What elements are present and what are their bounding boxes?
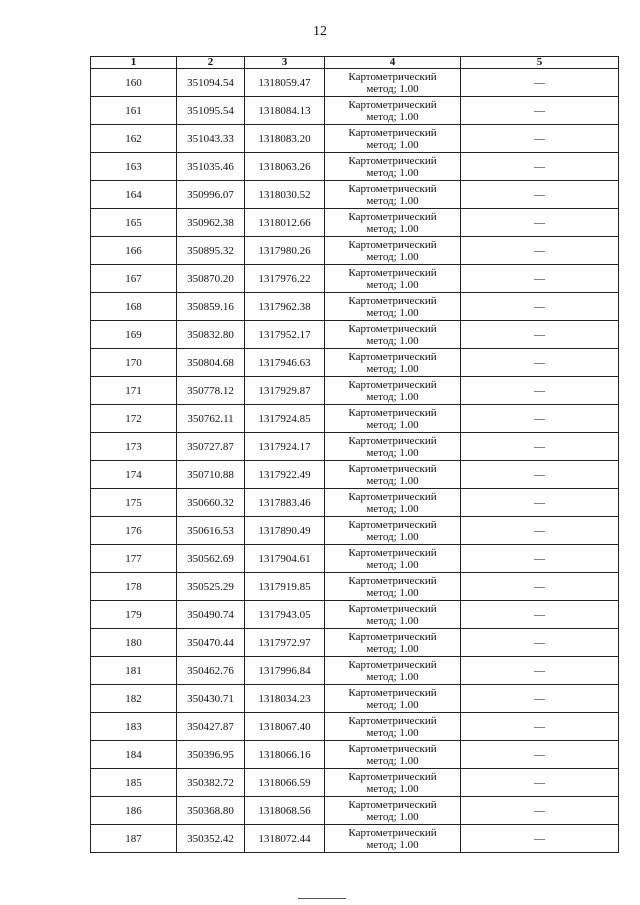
x-coordinate-cell: 350430.71 — [177, 685, 245, 713]
method-cell — [325, 69, 461, 97]
method-cell — [325, 349, 461, 377]
x-coordinate-cell: 350778.12 — [177, 377, 245, 405]
point-number-cell: 164 — [91, 181, 177, 209]
x-coordinate-cell: 350762.11 — [177, 405, 245, 433]
method-cell — [325, 797, 461, 825]
method-name: Картометрический — [348, 294, 437, 307]
method-accuracy: метод; 1.00 — [366, 306, 419, 319]
note-dash: — — [534, 132, 545, 145]
method-accuracy: метод; 1.00 — [366, 278, 419, 291]
note-cell — [461, 573, 619, 601]
y-coordinate-cell: 1317996.84 — [245, 657, 325, 685]
method-accuracy: метод; 1.00 — [366, 138, 419, 151]
table-row — [91, 657, 619, 685]
x-coordinate-cell: 350616.53 — [177, 517, 245, 545]
y-coordinate-cell: 1317976.22 — [245, 265, 325, 293]
note-dash: — — [534, 468, 545, 481]
table-row — [91, 461, 619, 489]
note-dash: — — [534, 496, 545, 509]
method-accuracy: метод; 1.00 — [366, 82, 419, 95]
table-row — [91, 489, 619, 517]
table-row — [91, 125, 619, 153]
point-number-cell: 179 — [91, 601, 177, 629]
method-name: Картометрический — [348, 826, 437, 839]
x-coordinate-cell: 350804.68 — [177, 349, 245, 377]
y-coordinate-cell: 1318084.13 — [245, 97, 325, 125]
table-row — [91, 405, 619, 433]
method-cell — [325, 377, 461, 405]
method-cell — [325, 545, 461, 573]
table-row — [91, 265, 619, 293]
method-cell — [325, 461, 461, 489]
method-accuracy: метод; 1.00 — [366, 110, 419, 123]
method-cell — [325, 713, 461, 741]
page-bottom-rule — [298, 898, 346, 899]
y-coordinate-cell: 1317980.26 — [245, 237, 325, 265]
table-row — [91, 69, 619, 97]
table-row — [91, 629, 619, 657]
x-coordinate-cell: 350396.95 — [177, 741, 245, 769]
method-accuracy: метод; 1.00 — [366, 446, 419, 459]
point-number-cell: 184 — [91, 741, 177, 769]
table-row — [91, 321, 619, 349]
method-cell — [325, 181, 461, 209]
point-number-cell: 181 — [91, 657, 177, 685]
point-number-cell: 172 — [91, 405, 177, 433]
note-cell — [461, 657, 619, 685]
method-cell — [325, 657, 461, 685]
note-cell — [461, 489, 619, 517]
table-row — [91, 741, 619, 769]
x-coordinate-cell: 350562.69 — [177, 545, 245, 573]
point-number-cell: 173 — [91, 433, 177, 461]
note-cell — [461, 685, 619, 713]
method-accuracy: метод; 1.00 — [366, 586, 419, 599]
method-cell — [325, 265, 461, 293]
point-number-cell: 183 — [91, 713, 177, 741]
table-row — [91, 517, 619, 545]
point-number-cell: 166 — [91, 237, 177, 265]
note-dash: — — [534, 552, 545, 565]
y-coordinate-cell: 1317929.87 — [245, 377, 325, 405]
method-name: Картометрический — [348, 406, 437, 419]
method-accuracy: метод; 1.00 — [366, 390, 419, 403]
x-coordinate-cell: 350895.32 — [177, 237, 245, 265]
x-coordinate-cell: 350870.20 — [177, 265, 245, 293]
table-row — [91, 825, 619, 853]
method-accuracy: метод; 1.00 — [366, 642, 419, 655]
method-accuracy: метод; 1.00 — [366, 670, 419, 683]
page-number: 12 — [313, 24, 327, 39]
method-name: Картометрический — [348, 70, 437, 83]
method-name: Картометрический — [348, 182, 437, 195]
note-cell — [461, 153, 619, 181]
note-dash: — — [534, 188, 545, 201]
table-row — [91, 349, 619, 377]
note-dash: — — [534, 440, 545, 453]
y-coordinate-cell: 1318066.59 — [245, 769, 325, 797]
x-coordinate-cell: 350462.76 — [177, 657, 245, 685]
point-number-cell: 170 — [91, 349, 177, 377]
point-number-cell: 176 — [91, 517, 177, 545]
note-cell — [461, 405, 619, 433]
method-cell — [325, 685, 461, 713]
note-dash: — — [534, 692, 545, 705]
table-row — [91, 237, 619, 265]
table-row — [91, 769, 619, 797]
method-cell — [325, 321, 461, 349]
note-dash: — — [534, 216, 545, 229]
note-dash: — — [534, 160, 545, 173]
point-number-cell: 185 — [91, 769, 177, 797]
method-accuracy: метод; 1.00 — [366, 754, 419, 767]
table-row — [91, 545, 619, 573]
method-accuracy: метод; 1.00 — [366, 194, 419, 207]
x-coordinate-cell: 350470.44 — [177, 629, 245, 657]
note-cell — [461, 69, 619, 97]
table-row — [91, 573, 619, 601]
method-accuracy: метод; 1.00 — [366, 222, 419, 235]
method-cell — [325, 601, 461, 629]
method-accuracy: метод; 1.00 — [366, 362, 419, 375]
note-dash: — — [534, 356, 545, 369]
method-accuracy: метод; 1.00 — [366, 810, 419, 823]
y-coordinate-cell: 1318012.66 — [245, 209, 325, 237]
y-coordinate-cell: 1317922.49 — [245, 461, 325, 489]
method-name: Картометрический — [348, 238, 437, 251]
y-coordinate-cell: 1317890.49 — [245, 517, 325, 545]
point-number-cell: 169 — [91, 321, 177, 349]
point-number-cell: 178 — [91, 573, 177, 601]
y-coordinate-cell: 1317943.05 — [245, 601, 325, 629]
method-name: Картометрический — [348, 350, 437, 363]
note-dash: — — [534, 272, 545, 285]
x-coordinate-cell: 350832.80 — [177, 321, 245, 349]
method-accuracy: метод; 1.00 — [366, 614, 419, 627]
y-coordinate-cell: 1317919.85 — [245, 573, 325, 601]
method-name: Картометрический — [348, 630, 437, 643]
method-accuracy: метод; 1.00 — [366, 250, 419, 263]
method-accuracy: метод; 1.00 — [366, 782, 419, 795]
method-name: Картометрический — [348, 574, 437, 587]
point-number-cell: 174 — [91, 461, 177, 489]
method-accuracy: метод; 1.00 — [366, 558, 419, 571]
note-dash: — — [534, 412, 545, 425]
table-row — [91, 153, 619, 181]
column-header: 1 — [91, 57, 177, 69]
point-number-cell: 182 — [91, 685, 177, 713]
note-cell — [461, 97, 619, 125]
column-header: 2 — [177, 57, 245, 69]
x-coordinate-cell: 350368.80 — [177, 797, 245, 825]
y-coordinate-cell: 1318068.56 — [245, 797, 325, 825]
x-coordinate-cell: 350996.07 — [177, 181, 245, 209]
method-name: Картометрический — [348, 658, 437, 671]
note-cell — [461, 181, 619, 209]
table-row — [91, 797, 619, 825]
note-dash: — — [534, 524, 545, 537]
note-cell — [461, 825, 619, 853]
method-name: Картометрический — [348, 434, 437, 447]
note-dash: — — [534, 384, 545, 397]
method-name: Картометрический — [348, 546, 437, 559]
method-name: Картометрический — [348, 154, 437, 167]
method-name: Картометрический — [348, 322, 437, 335]
y-coordinate-cell: 1318072.44 — [245, 825, 325, 853]
point-number-cell: 180 — [91, 629, 177, 657]
note-cell — [461, 265, 619, 293]
method-cell — [325, 237, 461, 265]
x-coordinate-cell: 350427.87 — [177, 713, 245, 741]
note-cell — [461, 769, 619, 797]
x-coordinate-cell: 350490.74 — [177, 601, 245, 629]
note-cell — [461, 797, 619, 825]
note-cell — [461, 545, 619, 573]
note-dash: — — [534, 244, 545, 257]
method-accuracy: метод; 1.00 — [366, 838, 419, 851]
note-cell — [461, 713, 619, 741]
note-cell — [461, 461, 619, 489]
point-number-cell: 163 — [91, 153, 177, 181]
method-name: Картометрический — [348, 378, 437, 391]
method-accuracy: метод; 1.00 — [366, 474, 419, 487]
note-dash: — — [534, 720, 545, 733]
method-cell — [325, 629, 461, 657]
note-cell — [461, 321, 619, 349]
x-coordinate-cell: 351043.33 — [177, 125, 245, 153]
method-cell — [325, 405, 461, 433]
note-cell — [461, 237, 619, 265]
method-name: Картометрический — [348, 126, 437, 139]
column-header: 4 — [325, 57, 461, 69]
method-name: Картометрический — [348, 518, 437, 531]
x-coordinate-cell: 350859.16 — [177, 293, 245, 321]
x-coordinate-cell: 351094.54 — [177, 69, 245, 97]
note-cell — [461, 125, 619, 153]
y-coordinate-cell: 1318063.26 — [245, 153, 325, 181]
method-name: Картометрический — [348, 462, 437, 475]
method-name: Картометрический — [348, 210, 437, 223]
point-number-cell: 160 — [91, 69, 177, 97]
point-number-cell: 165 — [91, 209, 177, 237]
method-cell — [325, 769, 461, 797]
column-header: 5 — [461, 57, 619, 69]
point-number-cell: 167 — [91, 265, 177, 293]
note-dash: — — [534, 636, 545, 649]
method-name: Картометрический — [348, 686, 437, 699]
point-number-cell: 177 — [91, 545, 177, 573]
note-dash: — — [534, 300, 545, 313]
method-name: Картометрический — [348, 798, 437, 811]
method-accuracy: метод; 1.00 — [366, 418, 419, 431]
method-accuracy: метод; 1.00 — [366, 726, 419, 739]
note-dash: — — [534, 664, 545, 677]
point-number-cell: 162 — [91, 125, 177, 153]
note-cell — [461, 377, 619, 405]
method-cell — [325, 517, 461, 545]
method-cell — [325, 153, 461, 181]
note-dash: — — [534, 832, 545, 845]
note-cell — [461, 629, 619, 657]
y-coordinate-cell: 1317924.85 — [245, 405, 325, 433]
method-accuracy: метод; 1.00 — [366, 166, 419, 179]
y-coordinate-cell: 1317924.17 — [245, 433, 325, 461]
note-cell — [461, 349, 619, 377]
point-number-cell: 187 — [91, 825, 177, 853]
note-cell — [461, 517, 619, 545]
table-row — [91, 685, 619, 713]
note-dash: — — [534, 748, 545, 761]
table-row — [91, 713, 619, 741]
header-row — [91, 57, 619, 69]
coordinates-table — [90, 56, 619, 853]
table-row — [91, 601, 619, 629]
method-name: Картометрический — [348, 266, 437, 279]
y-coordinate-cell: 1317904.61 — [245, 545, 325, 573]
point-number-cell: 168 — [91, 293, 177, 321]
method-accuracy: метод; 1.00 — [366, 334, 419, 347]
table-row — [91, 377, 619, 405]
note-cell — [461, 209, 619, 237]
table-header — [91, 57, 619, 69]
method-cell — [325, 209, 461, 237]
method-cell — [325, 741, 461, 769]
note-cell — [461, 293, 619, 321]
method-name: Картометрический — [348, 490, 437, 503]
y-coordinate-cell: 1317972.97 — [245, 629, 325, 657]
note-dash: — — [534, 104, 545, 117]
method-cell — [325, 293, 461, 321]
method-cell — [325, 489, 461, 517]
note-dash: — — [534, 580, 545, 593]
y-coordinate-cell: 1318034.23 — [245, 685, 325, 713]
y-coordinate-cell: 1317883.46 — [245, 489, 325, 517]
x-coordinate-cell: 350660.32 — [177, 489, 245, 517]
y-coordinate-cell: 1318067.40 — [245, 713, 325, 741]
table-body — [91, 69, 619, 853]
method-name: Картометрический — [348, 714, 437, 727]
x-coordinate-cell: 351035.46 — [177, 153, 245, 181]
y-coordinate-cell: 1318083.20 — [245, 125, 325, 153]
table-row — [91, 181, 619, 209]
note-dash: — — [534, 328, 545, 341]
x-coordinate-cell: 351095.54 — [177, 97, 245, 125]
x-coordinate-cell: 350525.29 — [177, 573, 245, 601]
method-cell — [325, 97, 461, 125]
method-cell — [325, 125, 461, 153]
point-number-cell: 175 — [91, 489, 177, 517]
table-row — [91, 97, 619, 125]
method-accuracy: метод; 1.00 — [366, 530, 419, 543]
method-name: Картометрический — [348, 770, 437, 783]
y-coordinate-cell: 1317946.63 — [245, 349, 325, 377]
x-coordinate-cell: 350352.42 — [177, 825, 245, 853]
column-header: 3 — [245, 57, 325, 69]
y-coordinate-cell: 1318030.52 — [245, 181, 325, 209]
point-number-cell: 161 — [91, 97, 177, 125]
method-accuracy: метод; 1.00 — [366, 698, 419, 711]
point-number-cell: 186 — [91, 797, 177, 825]
note-dash: — — [534, 776, 545, 789]
method-cell — [325, 825, 461, 853]
y-coordinate-cell: 1318059.47 — [245, 69, 325, 97]
y-coordinate-cell: 1318066.16 — [245, 741, 325, 769]
note-cell — [461, 433, 619, 461]
y-coordinate-cell: 1317962.38 — [245, 293, 325, 321]
point-number-cell: 171 — [91, 377, 177, 405]
method-cell — [325, 573, 461, 601]
method-name: Картометрический — [348, 742, 437, 755]
note-dash: — — [534, 608, 545, 621]
x-coordinate-cell: 350710.88 — [177, 461, 245, 489]
table-row — [91, 209, 619, 237]
note-cell — [461, 601, 619, 629]
x-coordinate-cell: 350962.38 — [177, 209, 245, 237]
y-coordinate-cell: 1317952.17 — [245, 321, 325, 349]
table-row — [91, 433, 619, 461]
x-coordinate-cell: 350382.72 — [177, 769, 245, 797]
note-cell — [461, 741, 619, 769]
note-dash: — — [534, 804, 545, 817]
table-row — [91, 293, 619, 321]
x-coordinate-cell: 350727.87 — [177, 433, 245, 461]
method-name: Картометрический — [348, 98, 437, 111]
note-dash: — — [534, 76, 545, 89]
method-name: Картометрический — [348, 602, 437, 615]
method-cell — [325, 433, 461, 461]
method-accuracy: метод; 1.00 — [366, 502, 419, 515]
